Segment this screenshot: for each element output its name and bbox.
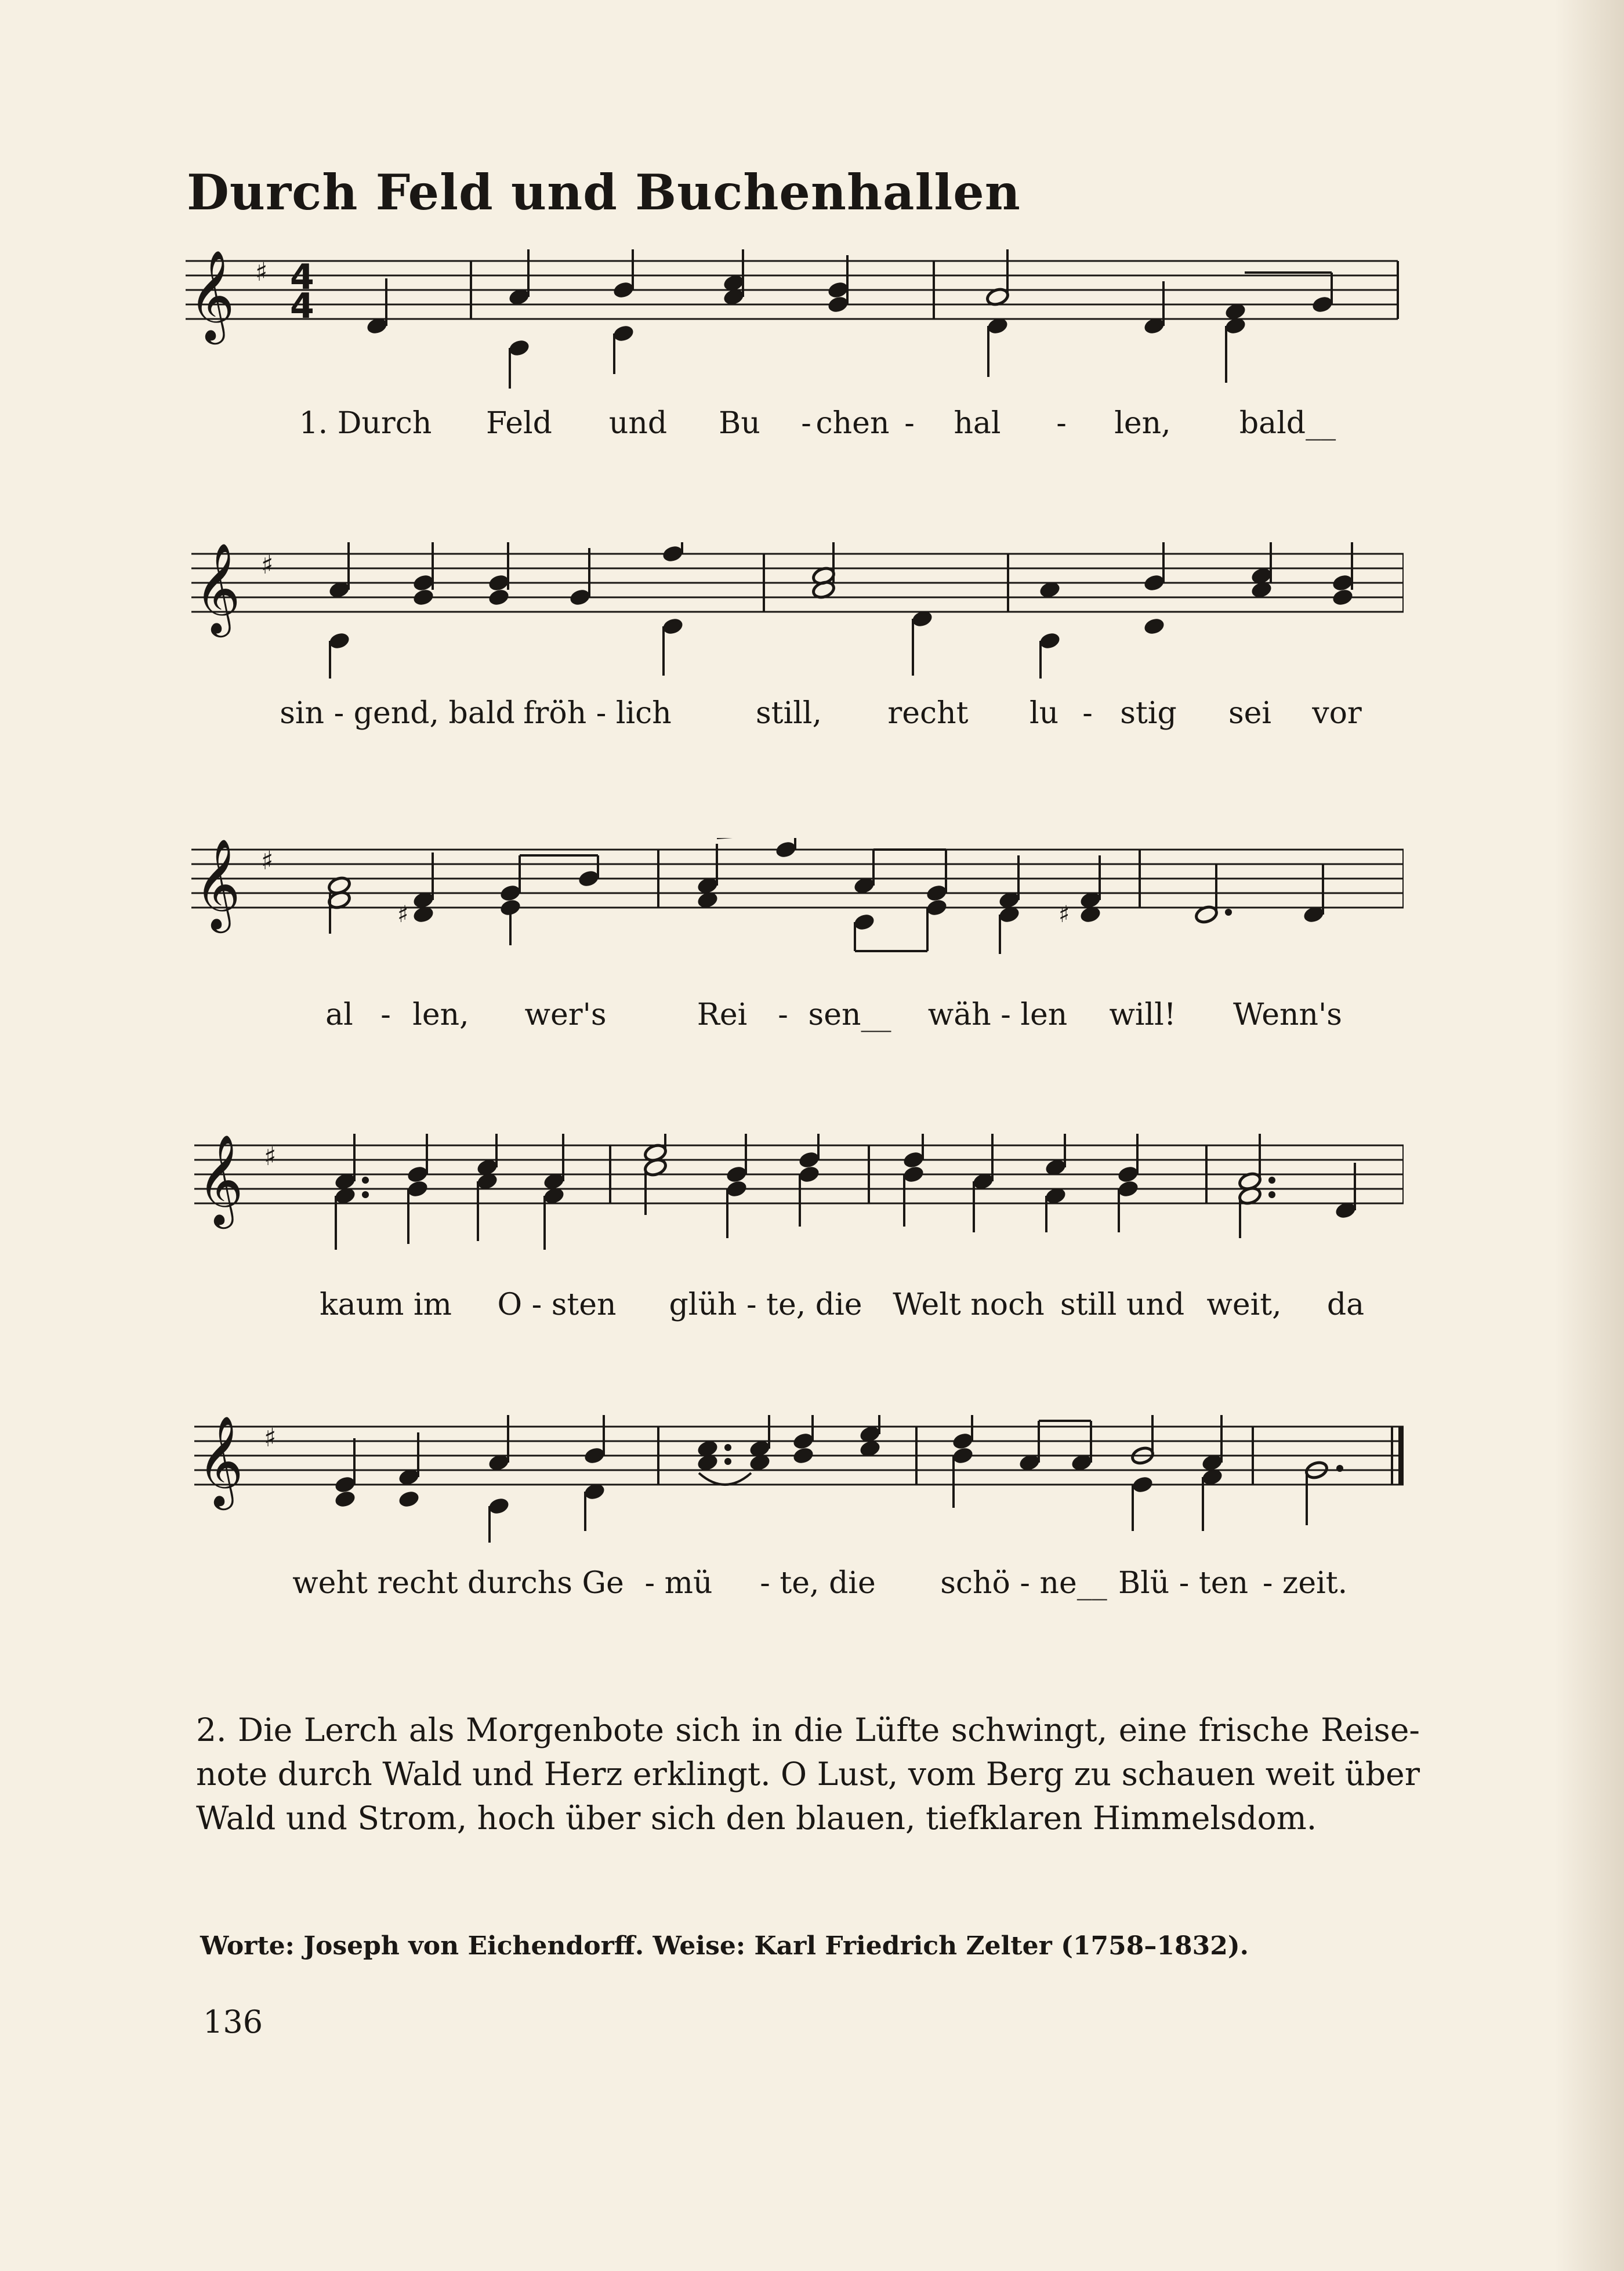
note-head: [334, 1489, 357, 1509]
lyric-syllable: -: [1056, 406, 1067, 441]
lyric-syllable: Bu: [719, 406, 760, 441]
treble-clef-icon: 𝄞: [194, 838, 241, 929]
key-signature: ♯: [264, 1142, 277, 1171]
notes: [327, 838, 1325, 954]
key-signature: ♯: [261, 550, 274, 580]
lyric-syllable: -: [778, 997, 788, 1032]
lyric-syllable: wäh - len: [927, 997, 1068, 1032]
staff-system-1: [186, 249, 1404, 458]
staff-notation-3: [186, 838, 1404, 989]
lyric-syllable: glüh - te, die: [669, 1287, 862, 1322]
lyric-syllable: 1. Durch: [299, 406, 432, 441]
note-head: [412, 587, 435, 607]
lyric-syllable: schö - ne__: [940, 1566, 1107, 1601]
lyric-syllable: lu: [1029, 696, 1059, 731]
lyric-syllable: still,: [755, 696, 822, 731]
lyric-syllable: vor: [1312, 696, 1362, 731]
dot: [1268, 1177, 1275, 1184]
song-title: Durch Feld und Buchenhallen: [187, 164, 1021, 221]
lyric-syllable: bald__: [1239, 406, 1336, 441]
lyric-syllable: da: [1326, 1287, 1365, 1322]
lyric-syllable: stig: [1120, 696, 1177, 731]
note-head: [1143, 616, 1166, 636]
lyric-syllable: weit,: [1206, 1287, 1282, 1322]
lyric-syllable: len,: [1114, 406, 1171, 441]
note-head: [792, 1446, 815, 1465]
lyric-syllable: -: [380, 997, 391, 1032]
key-signature: ♯: [261, 846, 274, 876]
staff-system-3: [186, 838, 1404, 1047]
lyric-syllable: still und: [1060, 1287, 1185, 1322]
dot: [1268, 1191, 1275, 1198]
staff-notation-1: [186, 249, 1404, 400]
staff-notation-5: [186, 1415, 1404, 1566]
notes: [334, 1415, 1343, 1543]
treble-clef-icon: 𝄞: [197, 1415, 244, 1506]
lyric-syllable: -: [904, 406, 915, 441]
accidental: ♯: [397, 901, 409, 928]
dot: [724, 1458, 731, 1465]
page-number: 136: [203, 2004, 263, 2040]
staff-lines: [191, 554, 1404, 612]
treble-clef-icon: 𝄞: [188, 249, 235, 340]
lyric-syllable: al: [325, 997, 353, 1032]
staff-notation-2: [186, 542, 1404, 693]
dot: [1225, 909, 1232, 916]
lyrics-line-4: [186, 1287, 1404, 1328]
dot: [1336, 1465, 1343, 1472]
note-head: [1131, 1475, 1154, 1494]
dot: [362, 1191, 369, 1198]
credits: Worte: Joseph von Eichendorff. Weise: Karl Friedrich Zelter (1758–1832).: [200, 1931, 1249, 1961]
lyric-syllable: -: [801, 406, 811, 441]
notes: [328, 542, 1354, 679]
accidental: ♯: [1058, 901, 1070, 928]
lyric-syllable: will!: [1109, 997, 1176, 1032]
notes: [334, 1134, 1357, 1250]
slur: [699, 1473, 751, 1485]
treble-clef-icon: 𝄞: [197, 1134, 244, 1225]
key-signature: ♯: [264, 1423, 277, 1453]
lyric-syllable: sin - gend, bald: [280, 696, 515, 731]
time-signature-numerator: 4: [290, 257, 314, 298]
time-signature-denominator: 4: [290, 286, 314, 326]
note-head: [1331, 587, 1354, 607]
treble-clef-icon: 𝄞: [194, 542, 241, 633]
lyric-syllable: und: [608, 406, 668, 441]
lyric-syllable: - te, die: [760, 1566, 876, 1601]
lyric-syllable: sei: [1228, 696, 1272, 731]
lyric-syllable: sen__: [808, 997, 891, 1032]
lyric-syllable: len,: [412, 997, 469, 1032]
lyric-syllable: hal: [954, 406, 1001, 441]
staff-system-5: [186, 1415, 1404, 1624]
lyrics-line-2: [186, 696, 1404, 737]
lyric-syllable: Welt noch: [893, 1287, 1045, 1322]
lyric-syllable: chen: [815, 406, 890, 441]
lyric-syllable: Rei: [697, 997, 748, 1032]
lyrics-line-5: [186, 1566, 1404, 1606]
lyric-syllable: - mü: [644, 1566, 713, 1601]
staff-system-2: [186, 542, 1404, 751]
staff-notation-4: [186, 1134, 1404, 1285]
lyric-syllable: - zeit.: [1262, 1566, 1348, 1601]
lyric-syllable: Blü - ten: [1118, 1566, 1249, 1601]
note-head: [487, 587, 510, 607]
dot: [362, 1177, 369, 1184]
lyrics-line-3: [186, 997, 1404, 1038]
staff-lines: [191, 850, 1404, 908]
lyric-syllable: recht: [887, 696, 969, 731]
lyric-syllable: O - sten: [497, 1287, 617, 1322]
lyric-syllable: Feld: [486, 406, 552, 441]
page-edge-shadow: [1554, 0, 1624, 2271]
lyric-syllable: -: [1082, 696, 1093, 731]
lyrics-line-1: [186, 406, 1404, 447]
lyric-syllable: wer's: [524, 997, 607, 1032]
staff-lines: [186, 261, 1398, 319]
lyric-syllable: fröh - lich: [523, 696, 672, 731]
staff-system-4: [186, 1134, 1404, 1343]
lyric-syllable: weht recht durchs Ge: [292, 1566, 624, 1601]
lyric-syllable: Wenn's: [1233, 997, 1342, 1032]
lyric-syllable: kaum im: [320, 1287, 452, 1322]
second-stanza: 2. Die Lerch als Morgenbote sich in die Lüfte schwingt, eine frische Reise-note durch Wald und Herz erklingt. O Lust, vom Berg zu schauen weit über Wald und Strom, hoch über sich den blauen, tiefklaren Himmelsdom.: [196, 1711, 1420, 1837]
note-head: [397, 1489, 420, 1509]
dot: [724, 1444, 731, 1451]
key-signature: ♯: [255, 257, 268, 287]
